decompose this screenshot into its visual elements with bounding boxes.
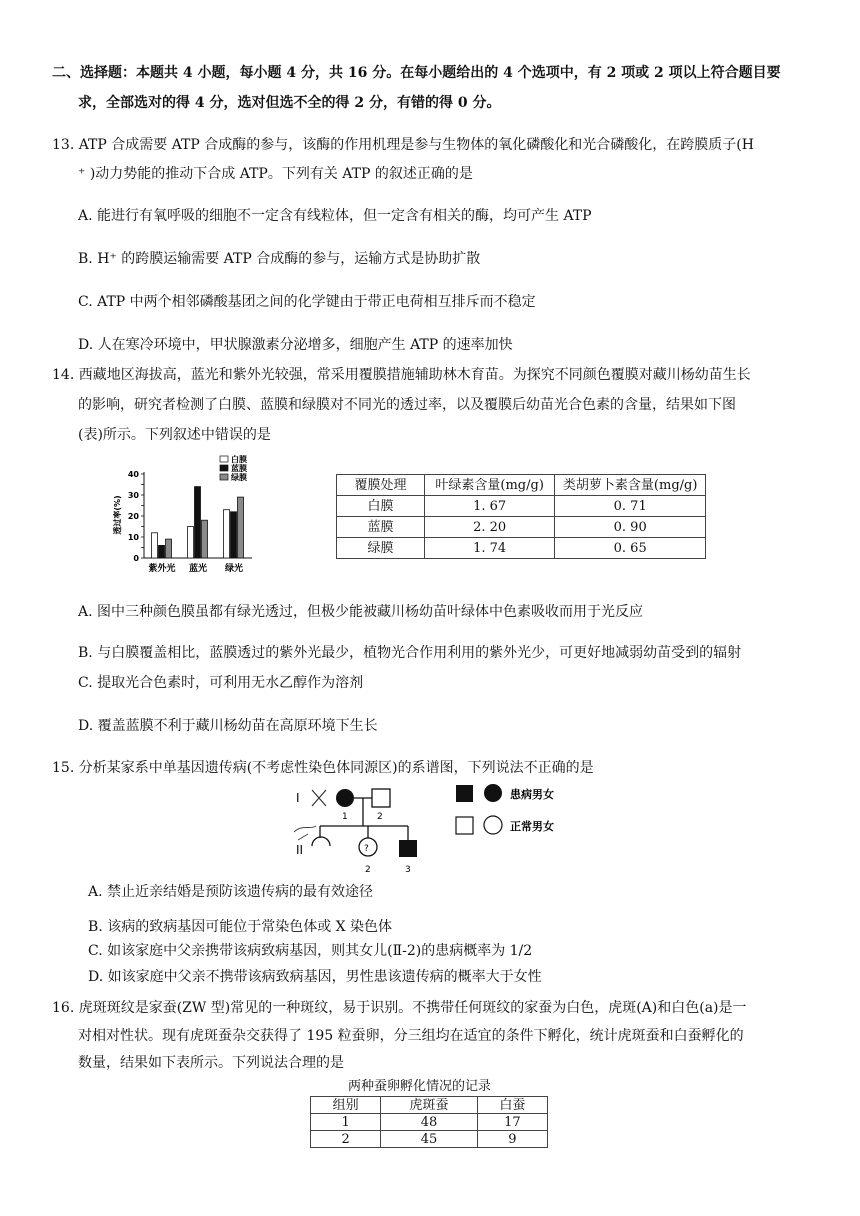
normal-female-II1 [312,837,330,846]
pigment-table-cell: 蓝膜 [337,517,425,538]
x-tick-label: 紫外光 [148,564,176,574]
q14-option-a: A. 图中三种颜色膜虽都有绿光透过，但极少能被藏川杨幼苗叶绿体中色素吸收而用于光反应 [78,604,644,620]
y-axis-label: 透过率(%) [113,495,122,535]
legend-normal-female-icon [484,816,502,834]
bar [202,520,208,558]
pigment-table-cell: 0. 71 [555,496,706,517]
legend-affected-label: 患病男女 [510,788,554,801]
individual-number: 3 [405,865,411,875]
individual-number: 2 [365,865,371,875]
hatch-table-header: 白蚕 [477,1097,547,1114]
pigment-table-cell: 1. 74 [424,538,554,559]
legend-label: 白膜 [231,455,247,464]
y-tick-label: 20 [127,512,139,521]
q14-option-d: D. 覆盖蓝膜不利于藏川杨幼苗在高原环境下生长 [78,718,378,734]
bar [152,533,158,558]
q13-option-a: A. 能进行有氧呼吸的细胞不一定含有线粒体，但一定含有相关的酶，均可产生 ATP [78,208,592,224]
q13-stem-line2: ⁺ )动力势能的推动下合成 ATP。下列有关 ATP 的叙述正确的是 [78,166,473,182]
hatch-table-header: 组别 [311,1097,381,1114]
q15-stem: 15. 分析某家系中单基因遗传病(不考虑性染色体同源区)的系谱图，下列说法不正确的是 [52,760,594,776]
bar [159,545,165,558]
q14-option-b: B. 与白膜覆盖相比，蓝膜透过的紫外光最少，植物光合作用利用的紫外光少，可更好地减弱幼苗受到的辐射 [78,645,742,661]
legend-affected-female-icon [484,784,502,802]
pigment-table-cell: 2. 20 [424,517,554,538]
transmittance-bar-chart [110,450,270,585]
legend-label: 蓝膜 [231,464,247,473]
affected-female-I1 [336,789,354,807]
individual-number: 1 [342,812,348,822]
pigment-table [336,474,706,559]
generation-label-2: II [296,843,304,857]
legend-affected-male-icon [456,785,473,802]
generation-label-1: I [296,791,300,805]
section-header-line1: 二、选择题：本题共 4 小题，每小题 4 分，共 16 分。在每小题给出的 4 个选项中，有 2 项或 2 项以上符合题目要 [52,65,781,81]
hatch-table-cell: 1 [311,1114,381,1131]
q13-stem-line1: 13. ATP 合成需要 ATP 合成酶的参与，该酶的作用机理是参与生物体的氧化磷酸化和光合磷酸化，在跨膜质子(H [52,137,754,153]
pigment-table-header: 覆膜处理 [337,475,425,496]
q14-option-c: C. 提取光合色素时，可利用无水乙醇作为溶剂 [78,675,364,691]
pigment-table-cell: 1. 67 [424,496,554,517]
q16-stem-line1: 16. 虎斑斑纹是家蚕(ZW 型)常见的一种斑纹，易于识别。不携带任何斑纹的家蚕为白色，虎斑(A)和白色(a)是一 [52,1000,747,1016]
q14-stem-line3: (表)所示。下列叙述中错误的是 [78,427,271,443]
legend-swatch [220,465,228,471]
x-tick-label: 绿光 [224,564,244,574]
hatch-table-header: 虎斑蚕 [381,1097,477,1114]
q16-stem-line3: 数量，结果如下表所示。下列说法合理的是 [78,1055,344,1071]
handwritten-mark: ? [364,844,369,854]
q14-stem-line1: 14. 西藏地区海拔高，蓝光和紫外光较强，常采用覆膜措施辅助林木育苗。为探究不同颜色覆膜对藏川杨幼苗生长 [52,367,751,383]
hatch-table [310,1096,548,1148]
section-header-line2: 求，全部选对的得 4 分，选对但选不全的得 2 分，有错的得 0 分。 [78,95,501,111]
q15-option-c: C. 如该家庭中父亲携带该病致病基因，则其女儿(Ⅱ-2)的患病概率为 1/2 [88,943,533,959]
q13-option-d: D. 人在寒冷环境中，甲状腺激素分泌增多，细胞产生 ATP 的速率加快 [78,337,513,353]
pigment-table-cell: 0. 90 [555,517,706,538]
pigment-table-header: 类胡萝卜素含量(mg/g) [555,475,706,496]
hatch-table-cell: 9 [477,1131,547,1148]
bar [238,497,244,558]
hatch-table-cell: 45 [381,1131,477,1148]
y-tick-label: 0 [133,554,139,563]
bar [195,487,201,558]
q15-option-a: A. 禁止近亲结婚是预防该遗传病的最有效途径 [88,884,374,900]
legend-label: 绿膜 [231,473,247,482]
bar [166,539,172,558]
q13-option-c: C. ATP 中两个相邻磷酸基团之间的化学键由于带正电荷相互排斥而不稳定 [78,294,536,310]
y-tick-label: 10 [127,533,139,542]
q13-option-b: B. H⁺ 的跨膜运输需要 ATP 合成酶的参与，运输方式是协助扩散 [78,251,481,267]
y-tick-label: 30 [127,491,139,500]
pigment-table-cell: 绿膜 [337,538,425,559]
pigment-table-cell: 0. 65 [555,538,706,559]
hatch-table-title: 两种蚕卵孵化情况的记录 [348,1079,492,1094]
bar [231,512,237,558]
pigment-table-header: 叶绿素含量(mg/g) [424,475,554,496]
hatch-table-cell: 2 [311,1131,381,1148]
hatch-table-cell: 48 [381,1114,477,1131]
bar [224,510,230,558]
pedigree-chart [290,782,610,878]
q15-option-d: D. 如该家庭中父亲不携带该病致病基因，男性患该遗传病的概率大于女性 [88,969,542,985]
hatch-table-cell: 17 [477,1114,547,1131]
q16-stem-line2: 对相对性状。现有虎斑蚕杂交获得了 195 粒蚕卵，分三组均在适宜的条件下孵化，统计虎斑蚕和白蚕孵化的 [78,1028,744,1044]
handwritten-mark [312,790,326,806]
legend-swatch [220,474,228,480]
affected-male-II3 [399,840,417,857]
legend-normal-label: 正常男女 [510,820,554,833]
handwritten-mark [294,826,316,840]
bar [188,527,194,559]
q14-stem-line2: 的影响，研究者检测了白膜、蓝膜和绿膜对不同光的透过率，以及覆膜后幼苗光合色素的含量，结果如下图 [78,397,736,413]
y-tick-label: 40 [127,470,139,479]
normal-male-I2 [372,789,390,807]
q15-option-b: B. 该病的致病基因可能位于常染色体或 X 染色体 [88,919,393,935]
legend-normal-male-icon [456,817,473,834]
legend-swatch [220,456,228,462]
x-tick-label: 蓝光 [188,564,208,574]
individual-number: 2 [377,812,383,822]
pigment-table-cell: 白膜 [337,496,425,517]
